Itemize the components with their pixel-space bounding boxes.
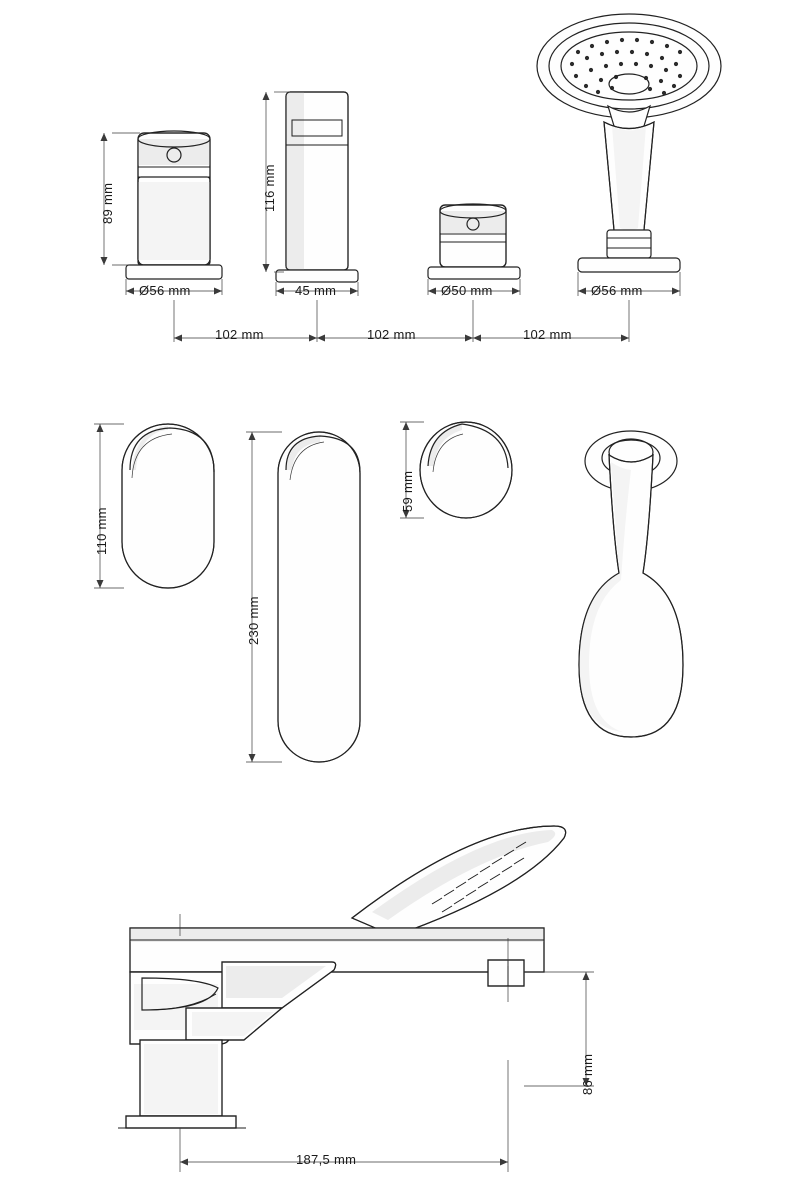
- dim-label-side-spout-height: 86 mm: [580, 1053, 595, 1095]
- diverter-front-view: [428, 204, 520, 279]
- handle-front-view: [126, 131, 222, 279]
- dim-label-handle-diameter: Ø56 mm: [139, 283, 191, 298]
- spout-top-view: [278, 432, 360, 762]
- dim-label-handle-height: 89 mm: [100, 182, 115, 224]
- dim-110mm: [94, 424, 124, 588]
- shower-handle-perspective: [579, 431, 683, 737]
- shower-head-front-view: [537, 14, 721, 272]
- dim-label-spout-width: 45 mm: [295, 283, 337, 298]
- handle-top-view: [122, 424, 214, 588]
- dim-label-spout-reach: 187,5 mm: [296, 1152, 357, 1167]
- dim-label-diverter-diameter: Ø50 mm: [441, 283, 493, 298]
- dim-label-shower-base-diameter: Ø56 mm: [591, 283, 643, 298]
- dim-label-diverter-length: 59 mm: [400, 470, 415, 512]
- diverter-top-view: [420, 422, 512, 518]
- dim-label-spout-length: 230 mm: [246, 596, 261, 645]
- dim-label-spout-height: 116 mm: [262, 164, 277, 212]
- dim-label-handle-length: 110 mm: [94, 507, 109, 555]
- mixer-side-elevation: [118, 826, 566, 1128]
- spout-front-view: [276, 92, 358, 282]
- dim-label-spacing-2: 102 mm: [367, 327, 416, 342]
- dim-label-spacing-1: 102 mm: [215, 327, 264, 342]
- dim-label-spacing-3: 102 mm: [523, 327, 572, 342]
